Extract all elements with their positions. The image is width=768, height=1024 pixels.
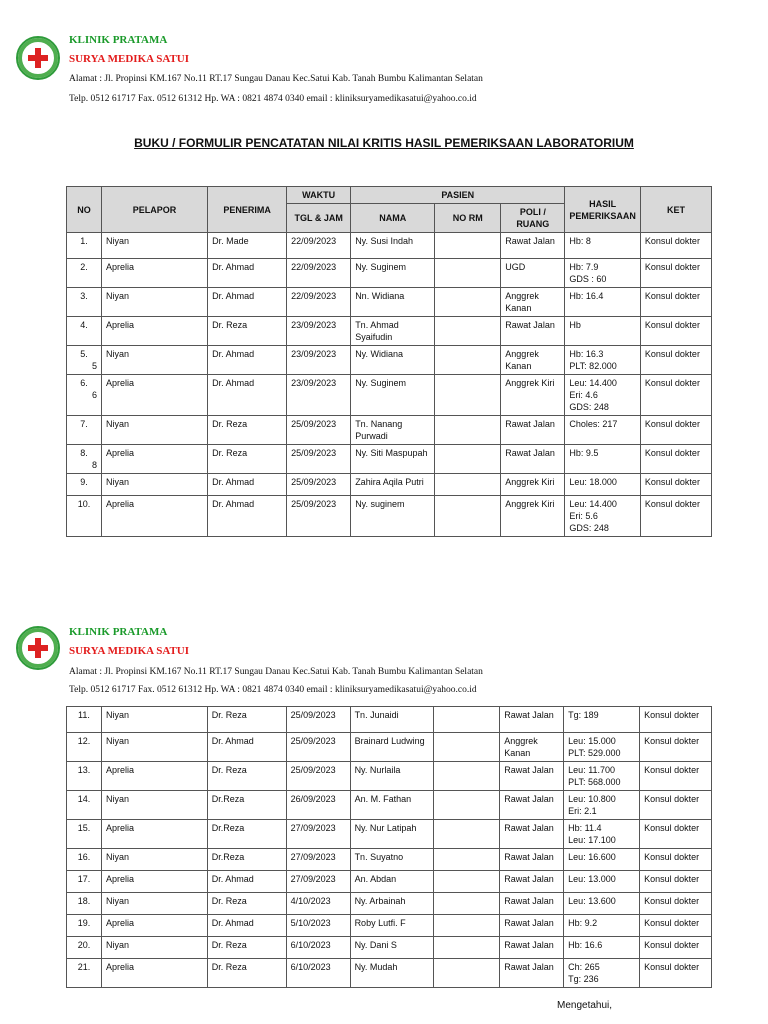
cell-pelapor: Niyan: [101, 849, 207, 871]
cell-no-rm: [435, 346, 501, 375]
table-row: [67, 959, 712, 988]
cell-pelapor: Aprelia: [102, 375, 208, 416]
cell-no: [67, 416, 102, 445]
cell-tgl-jam: 6/10/2023: [286, 937, 350, 959]
cell-no: [67, 317, 102, 346]
cell-hasil: [564, 820, 640, 849]
cell-poli-ruang: Anggrek Kiri: [501, 496, 565, 537]
row-number: 7.: [80, 419, 88, 429]
cell-hasil: [565, 474, 641, 496]
cell-poli-ruang: Rawat Jalan: [500, 871, 564, 893]
cell-pelapor: Aprelia: [102, 259, 208, 288]
cell-ket: Konsul dokter: [640, 474, 711, 496]
cell-poli-ruang: Rawat Jalan: [501, 445, 565, 474]
cell-ket: Konsul dokter: [640, 346, 711, 375]
row-number: 12.: [77, 736, 91, 746]
result-line: Tg: 189: [568, 710, 599, 720]
cell-hasil: [564, 959, 640, 988]
cell-no-rm: [434, 871, 500, 893]
cell-nama: Nn. Widiana: [351, 288, 435, 317]
cell-nama: Tn. Suyatno: [350, 849, 434, 871]
cell-no: [67, 474, 102, 496]
clinic-contact: Telp. 0512 61717 Fax. 0512 61312 Hp. WA : 0821 4874 0340 email : kliniksuryamedikasatui@yahoo.co.id: [69, 94, 477, 104]
cell-penerima: Dr. Ahmad: [208, 474, 287, 496]
table-row: [67, 762, 712, 791]
cell-penerima: Dr.Reza: [207, 791, 286, 820]
cell-pelapor: Aprelia: [101, 959, 207, 988]
cell-no: [67, 233, 102, 259]
cell-pelapor: Aprelia: [101, 915, 207, 937]
result-line: Hb: 7.9: [569, 262, 599, 272]
cell-hasil: [565, 259, 641, 288]
cell-pelapor: Niyan: [102, 474, 208, 496]
cell-penerima: Dr. Ahmad: [208, 375, 287, 416]
cell-ket: Konsul dokter: [640, 288, 711, 317]
cell-no-rm: [435, 317, 501, 346]
acknowledgement-label: Mengetahui,: [557, 1000, 613, 1011]
result-line: Hb: 8: [569, 236, 591, 246]
cell-tgl-jam: 27/09/2023: [286, 820, 350, 849]
cell-no-rm: [435, 445, 501, 474]
cell-poli-ruang: Rawat Jalan: [501, 416, 565, 445]
table-row: [67, 375, 712, 416]
cell-tgl-jam: 25/09/2023: [287, 474, 351, 496]
clinic-address: Alamat : Jl. Propinsi KM.167 No.11 RT.17 Sungau Danau Kec.Satui Kab. Tanah Bumbu Kalimantan Selatan: [69, 74, 483, 84]
col-poli-ruang: POLI / RUANG: [501, 204, 565, 233]
cell-no: [67, 893, 102, 915]
cell-no: [67, 849, 102, 871]
cell-nama: Tn. Junaidi: [350, 707, 434, 733]
red-cross-logo: [16, 626, 60, 670]
cell-no: [67, 871, 102, 893]
letterhead-2: [14, 620, 754, 700]
table-row: [67, 915, 712, 937]
cell-hasil: [565, 375, 641, 416]
table-row: [67, 937, 712, 959]
row-number: 18.: [77, 896, 91, 906]
cell-penerima: Dr. Ahmad: [207, 733, 286, 762]
cell-penerima: Dr. Reza: [207, 937, 286, 959]
critical-values-table-1: [66, 186, 712, 537]
row-number: 9.: [80, 477, 88, 487]
cell-poli-ruang: Rawat Jalan: [500, 849, 564, 871]
result-line: Ch: 265: [568, 962, 600, 972]
table-row: [67, 445, 712, 474]
cell-poli-ruang: Rawat Jalan: [500, 893, 564, 915]
row-number: 15.: [77, 823, 91, 833]
cell-hasil: [564, 893, 640, 915]
result-line: Leu: 11.700: [568, 765, 616, 775]
cell-nama: Roby Lutfi. F: [350, 915, 434, 937]
clinic-contact: Telp. 0512 61717 Fax. 0512 61312 Hp. WA : 0821 4874 0340 email : kliniksuryamedikasatui@yahoo.co.id: [69, 685, 477, 695]
clinic-name-line2: SURYA MEDIKA SATUI: [69, 645, 190, 657]
result-line: Hb: 9.5: [569, 448, 599, 458]
cell-ket: Konsul dokter: [640, 259, 711, 288]
cell-nama: Ny. Widiana: [351, 346, 435, 375]
table-row: [67, 288, 712, 317]
cell-poli-ruang: Anggrek Kanan: [501, 346, 565, 375]
table-row: [67, 233, 712, 259]
cell-ket: Konsul dokter: [640, 849, 712, 871]
row-side-mark: 8: [92, 460, 98, 470]
row-number: 13.: [77, 765, 91, 775]
result-line: Hb: 16.4: [569, 291, 604, 301]
document-title: BUKU / FORMULIR PENCATATAN NILAI KRITIS HASIL PEMERIKSAAN LABORATORIUM: [134, 136, 634, 150]
cell-nama: Ny. Suginem: [351, 259, 435, 288]
cell-penerima: Dr. Reza: [207, 959, 286, 988]
letterhead-1: [14, 30, 754, 110]
row-side-mark: 5: [92, 361, 98, 371]
result-line: Eri: 5.6: [569, 511, 598, 521]
clinic-address: Alamat : Jl. Propinsi KM.167 No.11 RT.17 Sungau Danau Kec.Satui Kab. Tanah Bumbu Kalimantan Selatan: [69, 667, 483, 677]
cell-no: [67, 937, 102, 959]
result-line: Leu: 14.400: [569, 378, 617, 388]
cell-no: [67, 733, 102, 762]
cell-nama: Zahira Aqila Putri: [351, 474, 435, 496]
cell-pelapor: Niyan: [102, 288, 208, 317]
cell-pelapor: Aprelia: [102, 445, 208, 474]
result-line: PLT: 568.000: [568, 777, 621, 787]
cell-ket: Konsul dokter: [640, 871, 712, 893]
col-no: NO: [67, 187, 102, 233]
cell-no-rm: [434, 937, 500, 959]
cell-ket: Konsul dokter: [640, 893, 712, 915]
cell-pelapor: Niyan: [101, 733, 207, 762]
cell-poli-ruang: Rawat Jalan: [500, 959, 564, 988]
table-row: [67, 733, 712, 762]
table-row: [67, 791, 712, 820]
row-number: 11.: [78, 710, 90, 720]
cell-tgl-jam: 23/09/2023: [287, 375, 351, 416]
cell-ket: Konsul dokter: [640, 233, 711, 259]
table-row: [67, 474, 712, 496]
cell-poli-ruang: Anggrek Kiri: [501, 375, 565, 416]
cell-nama: Ny. Susi Indah: [351, 233, 435, 259]
cell-tgl-jam: 23/09/2023: [287, 317, 351, 346]
col-no-rm: NO RM: [435, 204, 501, 233]
cell-no: [67, 496, 102, 537]
result-line: Eri: 2.1: [568, 806, 597, 816]
row-number: 21.: [77, 962, 91, 972]
cell-penerima: Dr. Reza: [207, 762, 286, 791]
cell-no-rm: [435, 233, 501, 259]
cell-tgl-jam: 22/09/2023: [287, 288, 351, 317]
cell-no: [67, 375, 102, 416]
cell-no: [67, 915, 102, 937]
cell-nama: Ny. Siti Maspupah: [351, 445, 435, 474]
cell-nama: Ny. Nurlaila: [350, 762, 434, 791]
col-pasien: PASIEN: [351, 187, 565, 204]
cell-nama: Tn. Ahmad Syaifudin: [351, 317, 435, 346]
table-row: [67, 871, 712, 893]
clinic-name-line2: SURYA MEDIKA SATUI: [69, 53, 190, 65]
cell-ket: Konsul dokter: [640, 762, 712, 791]
col-penerima: PENERIMA: [208, 187, 287, 233]
table-row: [67, 893, 712, 915]
result-line: Eri: 4.6: [569, 390, 598, 400]
row-side-mark: 6: [92, 390, 98, 400]
cell-no-rm: [435, 375, 501, 416]
result-line: Leu: 15.000: [568, 736, 616, 746]
result-line: Leu: 13.600: [568, 896, 616, 906]
cell-poli-ruang: Rawat Jalan: [501, 317, 565, 346]
col-hasil: HASIL PEMERIKSAAN: [565, 187, 641, 233]
result-line: Hb: 16.6: [568, 940, 603, 950]
cell-hasil: [564, 733, 640, 762]
cell-no-rm: [435, 496, 501, 537]
cell-pelapor: Aprelia: [102, 496, 208, 537]
cell-pelapor: Niyan: [102, 233, 208, 259]
cell-nama: Ny. Arbainah: [350, 893, 434, 915]
cell-pelapor: Aprelia: [101, 762, 207, 791]
table-row: [67, 346, 712, 375]
cell-hasil: [564, 762, 640, 791]
row-number: 1.: [80, 236, 88, 246]
cell-nama: An. M. Fathan: [350, 791, 434, 820]
cell-poli-ruang: Rawat Jalan: [501, 233, 565, 259]
cell-penerima: Dr. Ahmad: [208, 259, 287, 288]
cell-penerima: Dr. Reza: [207, 893, 286, 915]
cell-hasil: [565, 288, 641, 317]
cell-poli-ruang: Anggrek Kiri: [501, 474, 565, 496]
cell-pelapor: Aprelia: [101, 820, 207, 849]
cell-pelapor: Niyan: [101, 707, 207, 733]
cell-pelapor: Aprelia: [102, 317, 208, 346]
cell-no: [67, 259, 102, 288]
cell-pelapor: Niyan: [102, 346, 208, 375]
cell-ket: Konsul dokter: [640, 375, 711, 416]
cell-ket: Konsul dokter: [640, 820, 712, 849]
result-line: Leu: 18.000: [569, 477, 617, 487]
cell-penerima: Dr.Reza: [207, 849, 286, 871]
cell-tgl-jam: 6/10/2023: [286, 959, 350, 988]
row-number: 8.: [80, 448, 88, 458]
cell-hasil: [565, 233, 641, 259]
cell-poli-ruang: Rawat Jalan: [500, 762, 564, 791]
cell-ket: Konsul dokter: [640, 496, 711, 537]
cell-hasil: [565, 496, 641, 537]
cell-nama: Ny. Suginem: [351, 375, 435, 416]
result-line: GDS : 60: [569, 274, 607, 284]
cell-hasil: [564, 791, 640, 820]
cell-poli-ruang: Anggrek Kanan: [500, 733, 564, 762]
cell-no: [67, 346, 102, 375]
cell-penerima: Dr. Ahmad: [207, 871, 286, 893]
cell-tgl-jam: 25/09/2023: [286, 762, 350, 791]
table-row: [67, 707, 712, 733]
result-line: Leu: 17.100: [568, 835, 616, 845]
table-row: [67, 496, 712, 537]
cell-no-rm: [435, 474, 501, 496]
cell-tgl-jam: 23/09/2023: [287, 346, 351, 375]
cell-hasil: [565, 317, 641, 346]
cell-poli-ruang: Rawat Jalan: [500, 915, 564, 937]
row-number: 14.: [77, 794, 91, 804]
cell-no-rm: [434, 959, 500, 988]
clinic-name-line1: KLINIK PRATAMA: [69, 626, 168, 638]
cell-no-rm: [434, 707, 500, 733]
cell-penerima: Dr. Ahmad: [208, 346, 287, 375]
result-line: Choles: 217: [569, 419, 618, 429]
cell-no: [67, 445, 102, 474]
row-number: 10.: [77, 499, 91, 509]
cell-hasil: [564, 871, 640, 893]
row-number: 4.: [80, 320, 88, 330]
col-tgl-jam: TGL & JAM: [287, 204, 351, 233]
result-line: Hb: 16.3: [569, 349, 604, 359]
col-ket: KET: [640, 187, 711, 233]
table-row: [67, 259, 712, 288]
result-line: Leu: 16.600: [568, 852, 616, 862]
cell-nama: An. Abdan: [350, 871, 434, 893]
result-line: Leu: 13.000: [568, 874, 616, 884]
cell-hasil: [564, 915, 640, 937]
cell-poli-ruang: Rawat Jalan: [500, 707, 564, 733]
cell-no-rm: [435, 259, 501, 288]
cell-penerima: Dr. Made: [208, 233, 287, 259]
cell-ket: Konsul dokter: [640, 959, 712, 988]
cell-nama: Ny. suginem: [351, 496, 435, 537]
cell-hasil: [564, 937, 640, 959]
col-waktu: WAKTU: [287, 187, 351, 204]
cell-poli-ruang: UGD: [501, 259, 565, 288]
cell-penerima: Dr. Ahmad: [208, 496, 287, 537]
cell-no-rm: [434, 915, 500, 937]
cell-no-rm: [434, 733, 500, 762]
critical-values-table-2: [66, 706, 712, 988]
cell-hasil: [565, 445, 641, 474]
cell-poli-ruang: Rawat Jalan: [500, 820, 564, 849]
cell-tgl-jam: 27/09/2023: [286, 849, 350, 871]
cell-tgl-jam: 4/10/2023: [286, 893, 350, 915]
result-line: GDS: 248: [569, 523, 609, 533]
cell-tgl-jam: 25/09/2023: [287, 496, 351, 537]
cell-pelapor: Niyan: [101, 893, 207, 915]
cell-ket: Konsul dokter: [640, 733, 712, 762]
cell-penerima: Dr. Ahmad: [207, 915, 286, 937]
table-row: [67, 849, 712, 871]
cell-no-rm: [435, 288, 501, 317]
row-number: 5.: [80, 349, 88, 359]
cell-penerima: Dr. Reza: [208, 416, 287, 445]
cell-tgl-jam: 22/09/2023: [287, 259, 351, 288]
cell-penerima: Dr.Reza: [207, 820, 286, 849]
cell-pelapor: Aprelia: [101, 871, 207, 893]
cell-no-rm: [434, 849, 500, 871]
cell-poli-ruang: Rawat Jalan: [500, 791, 564, 820]
cell-ket: Konsul dokter: [640, 445, 711, 474]
red-cross-logo: [16, 36, 60, 80]
result-line: PLT: 82.000: [569, 361, 617, 371]
result-line: Tg: 236: [568, 974, 599, 984]
cell-tgl-jam: 5/10/2023: [286, 915, 350, 937]
cell-no: [67, 762, 102, 791]
cell-tgl-jam: 25/09/2023: [287, 445, 351, 474]
cell-hasil: [565, 346, 641, 375]
cell-penerima: Dr. Ahmad: [208, 288, 287, 317]
row-number: 3.: [80, 291, 88, 301]
cell-tgl-jam: 27/09/2023: [286, 871, 350, 893]
cell-ket: Konsul dokter: [640, 937, 712, 959]
result-line: Hb: 11.4: [568, 823, 602, 833]
row-number: 19.: [77, 918, 91, 928]
cell-hasil: [565, 416, 641, 445]
cell-poli-ruang: Anggrek Kanan: [501, 288, 565, 317]
row-number: 16.: [77, 852, 91, 862]
cell-pelapor: Niyan: [101, 791, 207, 820]
cell-ket: Konsul dokter: [640, 707, 712, 733]
cell-penerima: Dr. Reza: [207, 707, 286, 733]
cell-no: [67, 791, 102, 820]
result-line: Leu: 14.400: [569, 499, 617, 509]
cell-tgl-jam: 25/09/2023: [286, 733, 350, 762]
clinic-name-line1: KLINIK PRATAMA: [69, 34, 168, 46]
row-number: 6.: [80, 378, 88, 388]
cell-ket: Konsul dokter: [640, 416, 711, 445]
cell-no: [67, 288, 102, 317]
cell-penerima: Dr. Reza: [208, 445, 287, 474]
col-nama: NAMA: [351, 204, 435, 233]
cell-tgl-jam: 25/09/2023: [287, 416, 351, 445]
result-line: Hb: [569, 320, 581, 330]
cell-hasil: [564, 849, 640, 871]
cell-ket: Konsul dokter: [640, 791, 712, 820]
cell-nama: Ny. Nur Latipah: [350, 820, 434, 849]
result-line: Leu: 10.800: [568, 794, 616, 804]
cell-tgl-jam: 25/09/2023: [286, 707, 350, 733]
cell-ket: Konsul dokter: [640, 915, 712, 937]
cell-no-rm: [435, 416, 501, 445]
cell-no-rm: [434, 791, 500, 820]
cell-no-rm: [434, 820, 500, 849]
row-number: 17.: [77, 874, 91, 884]
cell-nama: Brainard Ludwing: [350, 733, 434, 762]
cell-no: [67, 959, 102, 988]
table-row: [67, 317, 712, 346]
cell-nama: Ny. Mudah: [350, 959, 434, 988]
cell-no-rm: [434, 762, 500, 791]
cell-hasil: [564, 707, 640, 733]
result-line: GDS: 248: [569, 402, 609, 412]
cell-nama: Tn. Nanang Purwadi: [351, 416, 435, 445]
table-row: [67, 820, 712, 849]
col-pelapor: PELAPOR: [102, 187, 208, 233]
table-row: [67, 416, 712, 445]
cell-no-rm: [434, 893, 500, 915]
cell-no: [67, 707, 102, 733]
row-number: 2.: [80, 262, 88, 272]
row-number: 20.: [77, 940, 91, 950]
cell-pelapor: Niyan: [102, 416, 208, 445]
cell-no: [67, 820, 102, 849]
result-line: Hb: 9.2: [568, 918, 598, 928]
cell-tgl-jam: 26/09/2023: [286, 791, 350, 820]
cell-nama: Ny. Dani S: [350, 937, 434, 959]
result-line: PLT: 529.000: [568, 748, 621, 758]
cell-pelapor: Niyan: [101, 937, 207, 959]
cell-ket: Konsul dokter: [640, 317, 711, 346]
cell-poli-ruang: Rawat Jalan: [500, 937, 564, 959]
cell-penerima: Dr. Reza: [208, 317, 287, 346]
cell-tgl-jam: 22/09/2023: [287, 233, 351, 259]
